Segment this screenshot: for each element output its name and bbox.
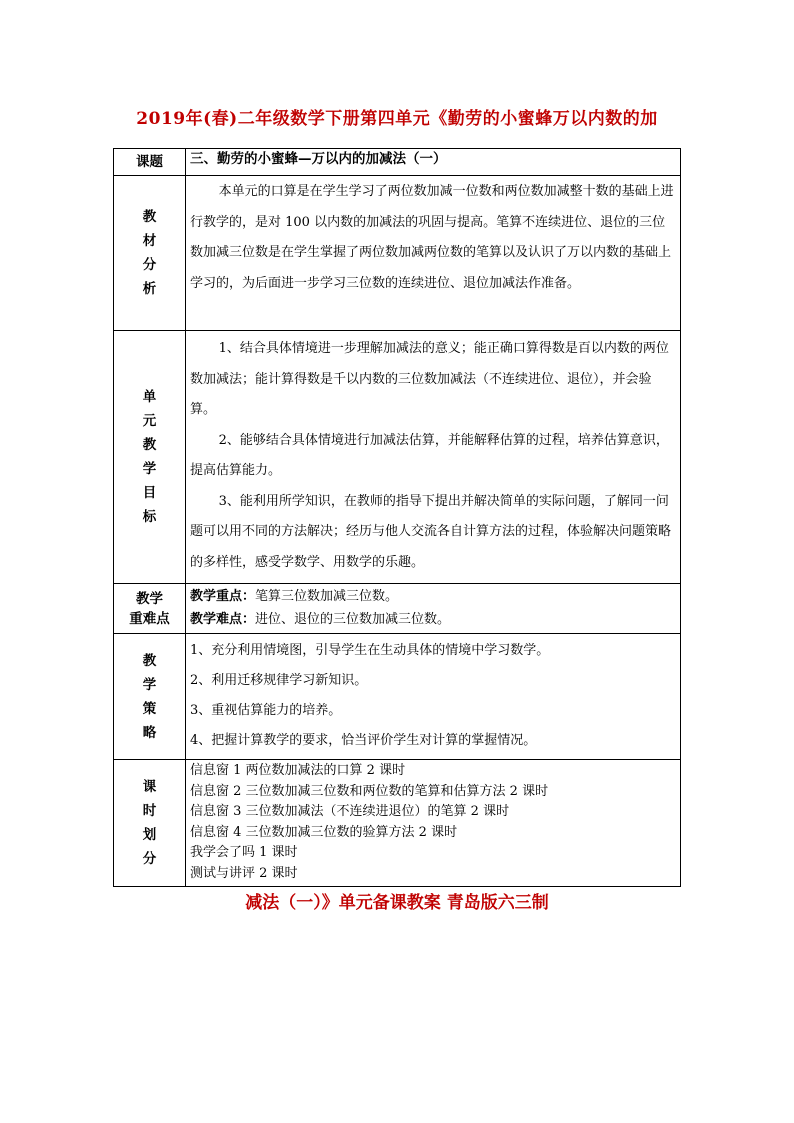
strategy-cell <box>186 634 681 760</box>
lesson-plan-table <box>113 148 681 887</box>
keypoints-cell <box>186 584 681 634</box>
schedule-label-char: 时 <box>142 803 157 819</box>
strategy-label-char: 略 <box>142 724 157 741</box>
keypoints-row <box>114 584 681 634</box>
schedule-label <box>114 760 186 887</box>
goal-item: 3、能利用所学知识，在教师的指导下提出并解决简单的实际问题，了解同一问题可以用不同的方法解决；经历与他人交流各自计算方法的过程，体验解决问题策略的多样性，感受学数学、用数学的乐趣。 <box>190 493 672 570</box>
analysis-label-char: 材 <box>142 233 157 249</box>
goals-label-char: 学 <box>142 461 157 477</box>
goals-label-char: 元 <box>142 413 157 429</box>
difficulty-line <box>190 608 676 631</box>
document-title-bottom: 减法（一）》单元备课教案 青岛版六三制 <box>245 893 549 913</box>
focus-line <box>190 585 676 608</box>
goals-label-char: 标 <box>142 509 157 525</box>
strategy-item: 4、把握计算教学的要求，恰当评价学生对计算的掌握情况。 <box>190 733 537 748</box>
schedule-item: 信息窗 3 三位数加减法（不连续进退位）的笔算 2 课时 <box>190 804 510 819</box>
difficulty-text: 进位、退位的三位数加减三位数。 <box>255 612 451 627</box>
schedule-item: 信息窗 4 三位数加减三位数的验算方法 2 课时 <box>190 824 458 840</box>
schedule-label-char: 课 <box>142 779 157 795</box>
difficulty-label: 教学难点： <box>190 612 256 627</box>
analysis-row <box>114 176 681 331</box>
strategy-label-char: 学 <box>142 676 157 693</box>
focus-label: 教学重点： <box>190 589 256 604</box>
strategy-item: 3、重视估算能力的培养。 <box>190 703 342 718</box>
goal-item: 2、能够结合具体情境进行加减法估算，并能解释估算的过程，培养估算意识，提高估算能力。 <box>190 432 669 478</box>
goals-label <box>114 331 186 584</box>
strategy-item: 1、充分利用情境图，引导学生在生动具体的情境中学习数学。 <box>190 643 550 658</box>
keypoints-label-line: 重难点 <box>129 610 170 627</box>
topic-row <box>114 149 681 176</box>
goal-item: 1、结合具体情境进一步理解加减法的意义；能正确口算得数是百以内数的两位数加减法；能计算得数是千以内数的三位数加减法（不连续进位、退位），并会验算。 <box>190 341 669 417</box>
analysis-label-char: 析 <box>142 281 157 297</box>
analysis-text: 本单元的口算是在学生学习了两位数加减一位数和两位数加减整十数的基础上进行教学的，是对 100 以内数的加减法的巩固与提高。笔算不连续进位、退位的三位数加减三位数是在学生掌握了两位数加减两位数的笔算以及认识了万以内数的基础上学习的，为后面进一步学习三位数的连续进位、退位加减法作准备。 <box>190 184 674 291</box>
schedule-item: 测试与讲评 2 课时 <box>190 865 298 881</box>
schedule-item: 信息窗 2 三位数加减三位数和两位数的笔算和估算方法 2 课时 <box>190 783 549 799</box>
analysis-label-char: 分 <box>142 257 157 273</box>
strategy-row <box>114 634 681 760</box>
goals-row <box>114 331 681 584</box>
schedule-label-char: 分 <box>142 851 157 867</box>
strategy-item: 2、利用迁移规律学习新知识。 <box>190 673 368 688</box>
strategy-label <box>114 634 186 760</box>
analysis-cell <box>186 176 681 331</box>
analysis-label-char: 教 <box>142 209 157 225</box>
goals-label-char: 单 <box>142 389 157 405</box>
schedule-item: 我学会了吗 1 课时 <box>190 845 298 860</box>
topic-text: 三、勤劳的小蜜蜂—万以内的加减法（一） <box>186 149 681 176</box>
schedule-label-char: 划 <box>142 827 157 843</box>
schedule-row <box>114 760 681 887</box>
analysis-label <box>114 176 186 331</box>
focus-text: 笔算三位数加减三位数。 <box>255 589 399 604</box>
topic-label: 课题 <box>114 149 186 176</box>
goals-label-char: 教 <box>142 437 157 453</box>
strategy-label-char: 教 <box>142 652 157 669</box>
keypoints-label-line: 教学 <box>136 590 163 607</box>
goals-cell <box>186 331 681 584</box>
strategy-label-char: 策 <box>142 700 157 717</box>
goals-label-char: 目 <box>142 485 157 501</box>
schedule-cell <box>186 760 681 887</box>
document-title-top: 2019年(春)二年级数学下册第四单元《勤劳的小蜜蜂万以内数的加 <box>136 109 658 129</box>
keypoints-label <box>114 584 186 634</box>
schedule-item: 信息窗 1 两位数加减法的口算 2 课时 <box>190 763 406 778</box>
